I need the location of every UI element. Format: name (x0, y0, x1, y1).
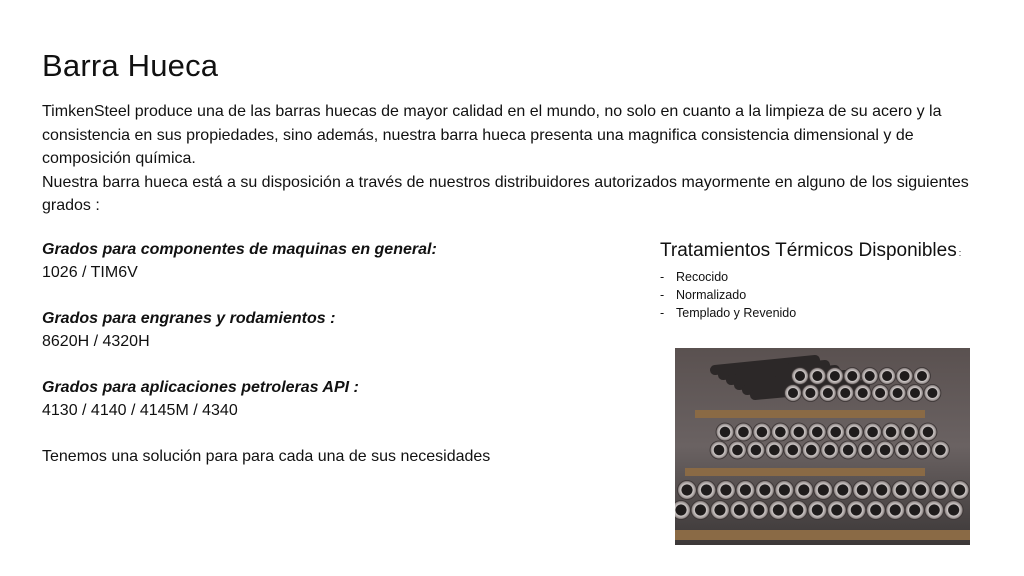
grade-heading: Grados para aplicaciones petroleras API : (42, 379, 359, 396)
pipe-end (790, 423, 808, 441)
pipe-end (944, 501, 963, 520)
grade-block-gears-bearings (42, 307, 602, 353)
grade-block-machine-components (42, 238, 602, 284)
pipe-end (697, 481, 716, 500)
pipe-end (775, 481, 794, 500)
pipe-end (821, 441, 839, 459)
pipe-end (769, 501, 788, 520)
pipe-end (931, 481, 950, 500)
closing-statement: Tenemos una solución para para cada una de sus necesidades (42, 448, 491, 465)
pipe-end (837, 385, 854, 402)
pipe-end (747, 441, 765, 459)
pipe-end (827, 501, 846, 520)
wood-spacer (675, 530, 970, 540)
heat-treatments-title (660, 238, 1000, 266)
pipe-end (911, 481, 930, 500)
grade-values: 8620H / 4320H (42, 333, 150, 350)
pipe-end (788, 501, 807, 520)
pipe-end (691, 501, 710, 520)
pipe-end (771, 423, 789, 441)
pipe-end (792, 368, 809, 385)
pipe-end (864, 423, 882, 441)
pipe-end (833, 481, 852, 500)
pipe-end (892, 481, 911, 500)
pipe-end (879, 368, 896, 385)
pipe-end (866, 501, 885, 520)
intro-text (42, 100, 1002, 218)
list-item: - Recocido (660, 268, 1000, 286)
pipe-end (827, 423, 845, 441)
pipe-end (901, 423, 919, 441)
pipe-end (802, 385, 819, 402)
wood-spacer (695, 410, 925, 418)
intro-paragraph-2: Nuestra barra hueca está a su disposición a través de nuestros distribuidores autorizados mayormente en alguno de los siguientes grados : (42, 173, 969, 214)
pipe-end (882, 423, 900, 441)
pipe-end (678, 481, 697, 500)
pipe-end (854, 385, 871, 402)
pipe-end (736, 481, 755, 500)
pipe-end (730, 501, 749, 520)
pipe-end (814, 481, 833, 500)
pipe-end (950, 481, 969, 500)
pipe-end (753, 423, 771, 441)
pipe-end (889, 385, 906, 402)
pipe-end (755, 481, 774, 500)
pipe-end (858, 441, 876, 459)
grade-values: 4130 / 4140 / 4145M / 4340 (42, 402, 238, 419)
grades-section (42, 238, 602, 468)
pipe-end (728, 441, 746, 459)
pipe-end (872, 481, 891, 500)
pipe-end (765, 441, 783, 459)
pipe-end (716, 481, 735, 500)
pipe-end (802, 441, 820, 459)
list-item: - Normalizado (660, 286, 1000, 304)
grade-block-petroleum-api (42, 376, 602, 422)
pipe-end (886, 501, 905, 520)
pipe-end (784, 441, 802, 459)
pipe-end (895, 441, 913, 459)
pipe-end (913, 368, 930, 385)
list-item: - Templado y Revenido (660, 304, 1000, 322)
pipes-illustration (675, 348, 970, 545)
pipe-end (710, 501, 729, 520)
heat-treatments-section (660, 238, 1000, 322)
hollow-bar-stack-photo (675, 348, 970, 545)
pipe-end (872, 385, 889, 402)
pipe-end (896, 368, 913, 385)
pipe-end (819, 385, 836, 402)
pipe-end (808, 501, 827, 520)
wood-spacer (685, 468, 925, 476)
pipe-end (925, 501, 944, 520)
pipe-end (734, 423, 752, 441)
pipe-end (924, 385, 941, 402)
pipe-end (876, 441, 894, 459)
heat-treatments-list (660, 268, 1000, 322)
slide-title: Barra Hueca (42, 48, 219, 83)
pipe-end (808, 423, 826, 441)
grade-heading: Grados para componentes de maquinas en general: (42, 241, 437, 258)
pipe-end (844, 368, 861, 385)
pipe-end (716, 423, 734, 441)
pipe-end (794, 481, 813, 500)
pipe-end (905, 501, 924, 520)
pipe-end (826, 368, 843, 385)
pipe-end (853, 481, 872, 500)
pipe-end (861, 368, 878, 385)
grade-heading: Grados para engranes y rodamientos : (42, 310, 336, 327)
pipe-end (785, 385, 802, 402)
pipe-end (906, 385, 923, 402)
pipe-end (913, 441, 931, 459)
pipe-end (919, 423, 937, 441)
pipe-end (847, 501, 866, 520)
pipe-end (809, 368, 826, 385)
pipe-end (710, 441, 728, 459)
pipe-end (839, 441, 857, 459)
intro-paragraph-1: TimkenSteel produce una de las barras huecas de mayor calidad en el mundo, no solo en cuanto a la limpieza de su acero y la consistencia en sus propiedades, sino además, nuestra barra hueca presenta una magnifica consistencia dimensional y de composición química. (42, 103, 942, 167)
heat-treatments-colon: : (958, 248, 962, 258)
pipe-end (675, 501, 691, 520)
grade-values: 1026 / TIM6V (42, 264, 138, 281)
pipe-end (931, 441, 949, 459)
pipe-end (749, 501, 768, 520)
heat-treatments-title-text: Tratamientos Térmicos Disponibles (660, 240, 957, 261)
pipe-end (845, 423, 863, 441)
